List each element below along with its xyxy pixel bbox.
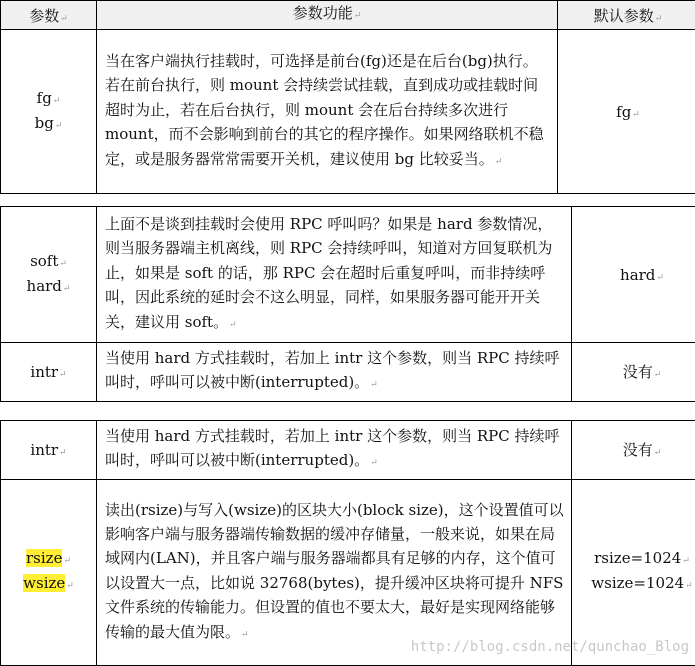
header-default: 默认参数↵ [558,1,695,30]
default-cell: hard↵ [572,207,695,343]
table-row [1,343,695,402]
params-table-block-2 [0,206,695,402]
desc-cell: 当使用 hard 方式挂载时，若加上 intr 这个参数，则当 RPC 持续呼叫时，呼叫可以被中断(interrupted)。↵ [97,343,572,402]
highlighted-param: wsize [23,574,65,592]
param-cell: rsize↵ wsize↵ [1,479,97,665]
header-row [1,1,695,30]
watermark: http://blog.csdn.net/qunchao_Blog [411,639,689,655]
table-row [1,30,695,194]
table-row [1,421,695,480]
desc-cell: 读出(rsize)与写入(wsize)的区块大小(block size)，这个设置值可以影响客户端与服务器端传输数据的缓冲存储量，一般来说，如果在局域网内(LAN)，并且客户端与服务器端都具有足够的内存，这个值可以设置大一点，比如说 32768(bytes)，提升缓冲区块将可提升 NFS 文件系统的传输能力。但设置的值也不要太大，最好是实现网络能够传输的最大值为限。↵ [97,479,572,665]
default-cell: 没有↵ [572,343,695,402]
table-row [1,207,695,343]
default-cell: rsize=1024↵ wsize=1024↵ [572,479,695,665]
param-cell: intr↵ [1,343,97,402]
desc-cell: 当使用 hard 方式挂载时，若加上 intr 这个参数，则当 RPC 持续呼叫时，呼叫可以被中断(interrupted)。↵ [97,421,572,480]
param-cell: soft↵ hard↵ [1,207,97,343]
default-cell: fg↵ [558,30,695,194]
param-cell: intr↵ [1,421,97,480]
header-param: 参数↵ [1,1,97,30]
params-table-block-1 [0,0,695,194]
table-row [1,479,695,665]
highlighted-param: rsize [26,549,62,567]
header-function: 参数功能↵ [97,1,558,30]
desc-cell: 当在客户端执行挂载时，可选择是前台(fg)还是在后台(bg)执行。若在前台执行，则 mount 会持续尝试挂载，直到成功或挂载时间超时为止，若在后台执行，则 mount 会在后台持续多次进行 mount，而不会影响到前台的其它的程序操作。如果网络联机不稳定，或是服务器常常需要开关机，建议使用 bg 比较妥当。↵ [97,30,558,194]
params-table-block-3 [0,420,695,666]
param-cell: fg↵ bg↵ [1,30,97,194]
desc-cell: 上面不是谈到挂载时会使用 RPC 呼叫吗？如果是 hard 参数情况，则当服务器端主机离线，则 RPC 会持续呼叫，知道对方回复联机为止，如果是 soft 的话，那 RPC 会在超时后重复呼叫，而非持续呼叫，因此系统的延时会不这么明显，同样，如果服务器可能开开关关，建议用 soft。↵ [97,207,572,343]
default-cell: 没有↵ [572,421,695,480]
